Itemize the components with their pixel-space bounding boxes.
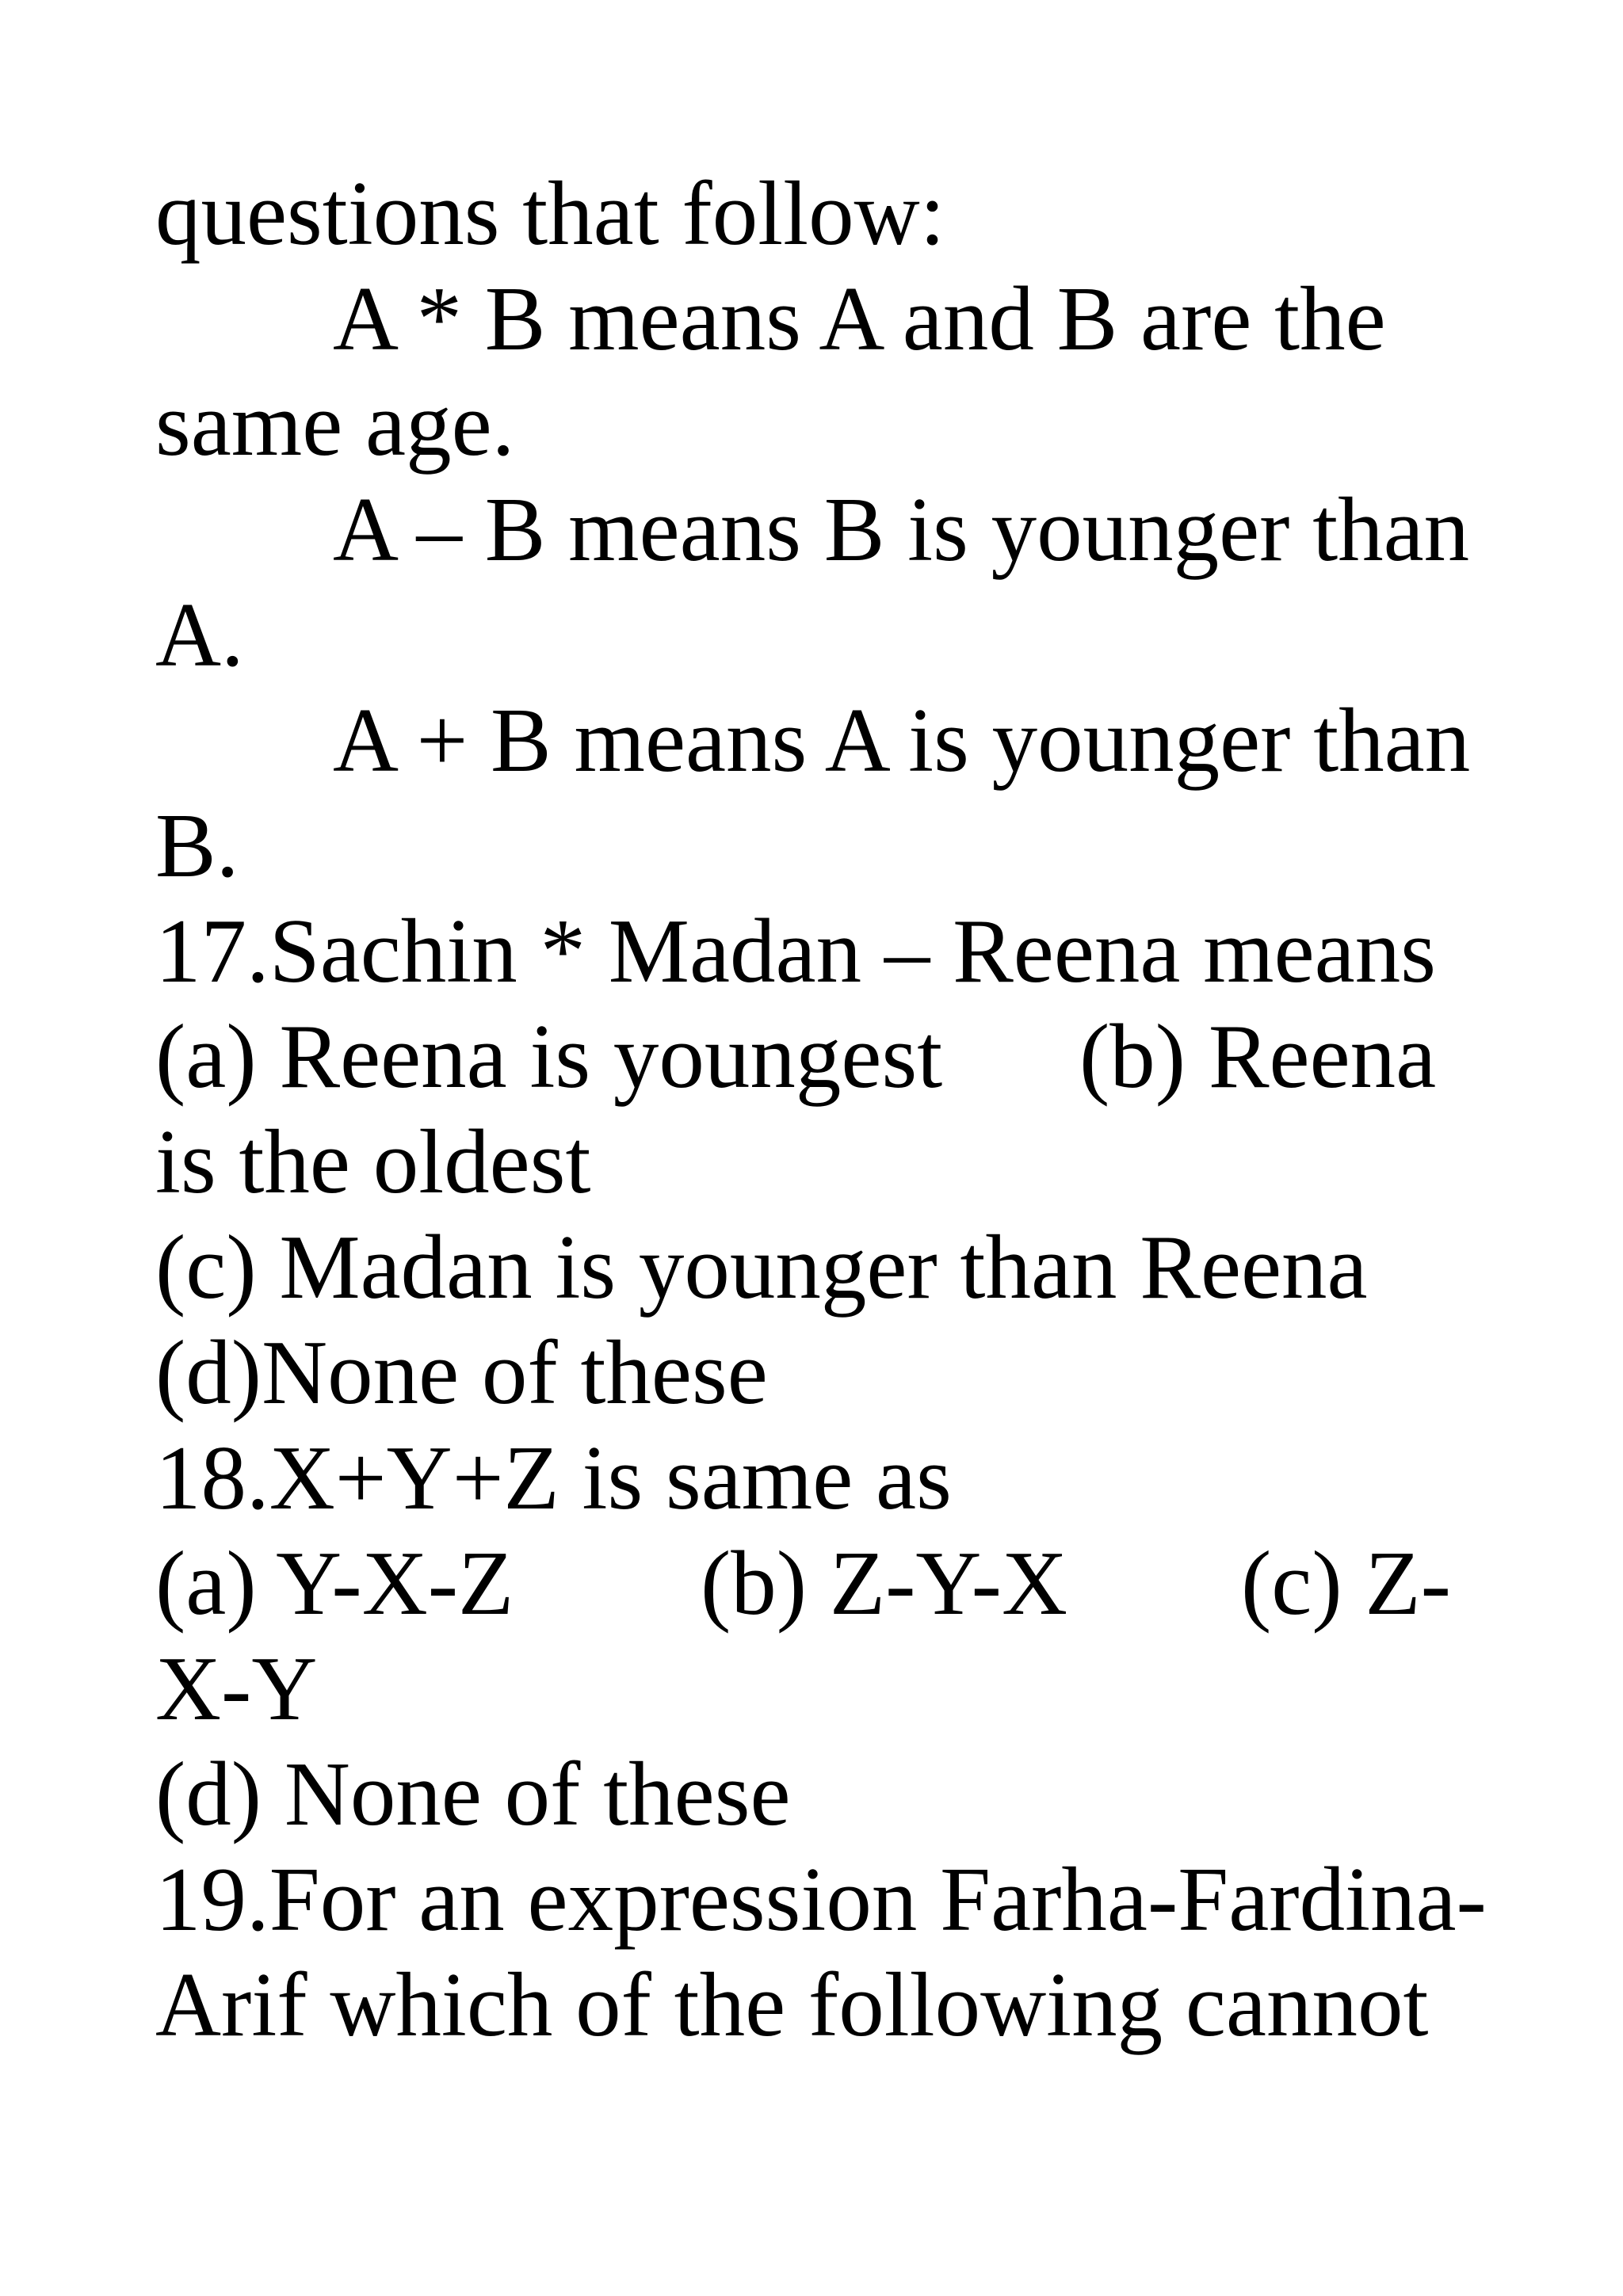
- rule-minus-line: A – B means B is younger than: [333, 479, 1470, 580]
- question-17-option-a: (a) Reena is youngest: [155, 1006, 943, 1107]
- question-18-option-b: (b) Z-Y-X: [701, 1533, 1068, 1634]
- rule-star-line: A * B means A and B are the: [333, 269, 1386, 369]
- question-17-option-d: (d)None of these: [155, 1322, 768, 1423]
- rule-plus-continuation: B.: [155, 795, 239, 896]
- rule-plus-line: A + B means A is younger than: [333, 690, 1471, 791]
- question-18-option-c-continuation: X-Y: [155, 1638, 318, 1739]
- question-17-option-b-continuation: is the oldest: [155, 1112, 591, 1212]
- question-17-stem: 17.Sachin * Madan – Reena means: [155, 901, 1436, 1001]
- question-18-option-c: (c) Z-: [1241, 1533, 1451, 1634]
- question-19-stem-line-1: 19.For an expression Farha-Fardina-: [155, 1849, 1487, 1950]
- question-19-stem-line-2: Arif which of the following cannot: [155, 1955, 1429, 2055]
- question-17-option-c: (c) Madan is younger than Reena: [155, 1217, 1368, 1318]
- rule-minus-continuation: A.: [155, 585, 244, 685]
- intro-line: questions that follow:: [155, 163, 945, 264]
- question-18-option-a: (a) Y-X-Z: [155, 1533, 514, 1634]
- question-17-option-b: (b) Reena: [1079, 1006, 1437, 1107]
- rule-star-continuation: same age.: [155, 374, 515, 475]
- question-18-option-d: (d) None of these: [155, 1744, 791, 1844]
- question-18-stem: 18.X+Y+Z is same as: [155, 1428, 952, 1528]
